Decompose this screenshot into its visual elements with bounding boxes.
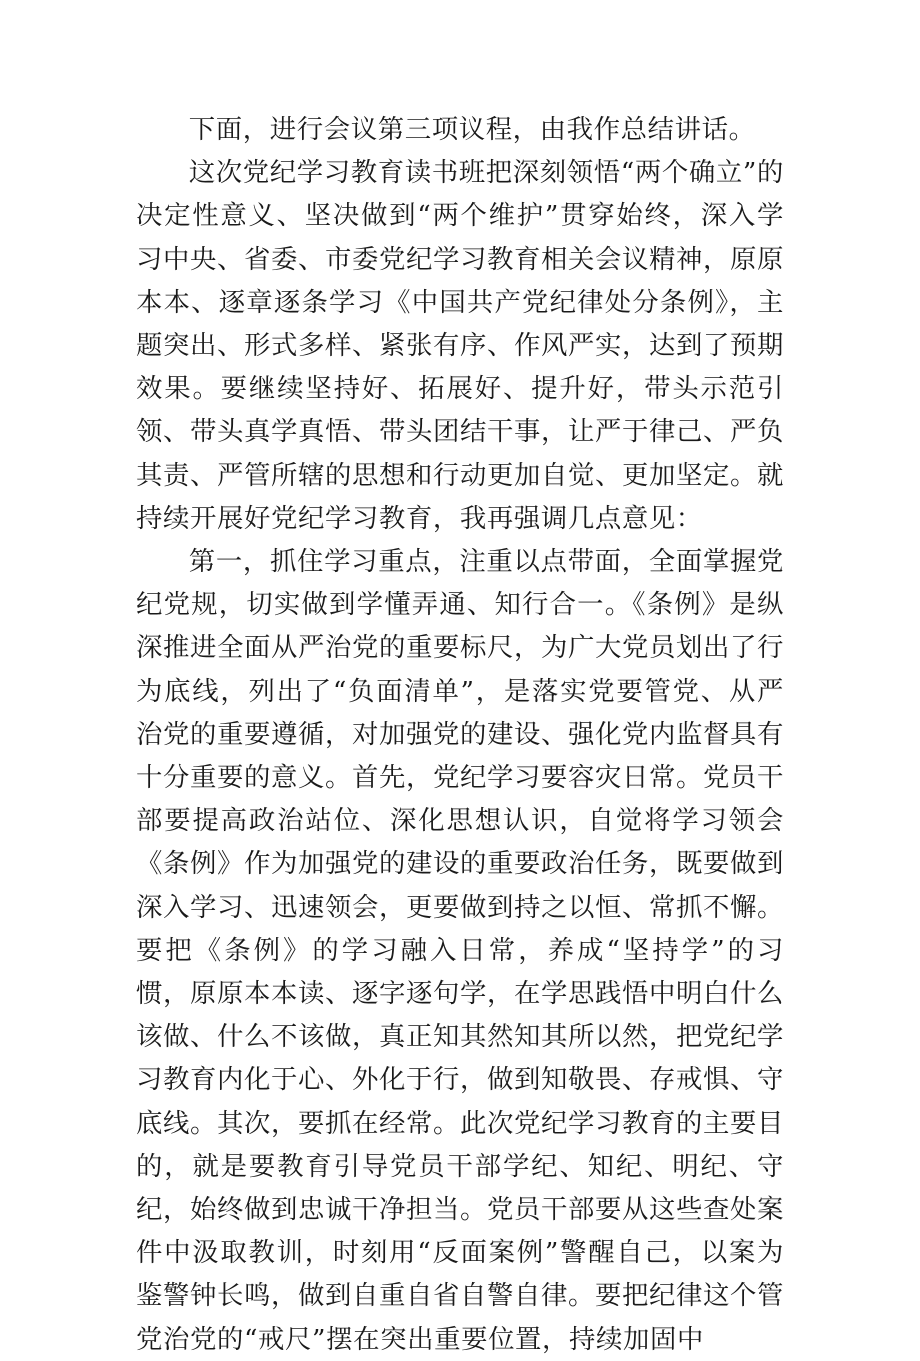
document-body [136,108,784,1361]
paragraph-first-point: 第一，抓住学习重点，注重以点带面，全面掌握党纪党规，切实做到学懂弄通、知行合一。《条例》是纵深推进全面从严治党的重要标尺，为广大党员划出了行为底线，列出了“负面清单”，是落实党要管党、从严治党的重要遵循，对加强党的建设、强化党内监督具有十分重要的意义。首先，党纪学习要容灾日常。党员干部要提高政治站位、深化思想认识，自觉将学习领会《条例》作为加强党的建设的重要政治任务，既要做到深入学习、迅速领会，更要做到持之以恒、常抓不懈。要把《条例》的学习融入日常，养成“坚持学”的习惯，原原本本读、逐字逐句学，在学思践悟中明白什么该做、什么不该做，真正知其然知其所以然，把党纪学习教育内化于心、外化于行，做到知敬畏、存戒惧、守底线。其次，要抓在经常。此次党纪学习教育的主要目的，就是要教育引导党员干部学纪、知纪、明纪、守纪，始终做到忠诚干净担当。党员干部要从这些查处案件中汲取教训，时刻用“反面案例”警醒自己，以案为鉴警钟长鸣，做到自重自省自警自律。要把纪律这个管党治党的“戒尺”摆在突出重要位置，持续加固中 [136,546,784,1355]
paragraph-agenda: 下面，进行会议第三项议程，由我作总结讲话。 [188,114,756,145]
paragraph-summary: 这次党纪学习教育读书班把深刻领悟“两个确立”的决定性意义、坚决做到“两个维护”贯穿始终，深入学习中央、省委、市委党纪学习教育相关会议精神，原原本本、逐章逐条学习《中国共产党纪律处分条例》，主题突出、形式多样、紧张有序、作风严实，达到了预期效果。要继续坚持好、拓展好、提升好，带头示范引领、带头真学真悟、带头团结干事，让严于律己、严负其责、严管所辖的思想和行动更加自觉、更加坚定。就持续开展好党纪学习教育，我再强调几点意见： [136,157,784,534]
